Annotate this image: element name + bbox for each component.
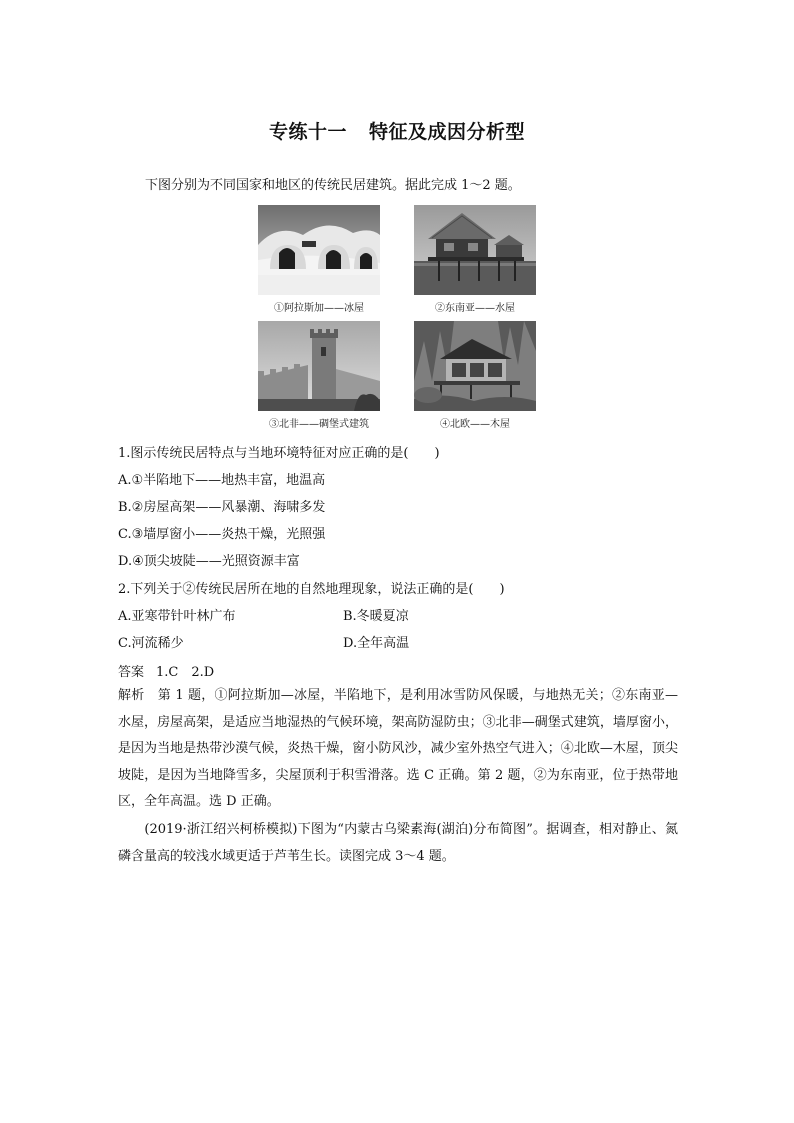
- title-part-2: 特征及成因分析型: [369, 121, 526, 143]
- figure-caption-2: ②东南亚——水屋: [435, 303, 515, 314]
- page-title: [0, 117, 794, 144]
- question-2-option-d: D.全年高温: [343, 636, 410, 651]
- analysis-paragraph: 解析 第 1 题，①阿拉斯加—冰屋，半陷地下，是利用冰雪防风保暖，与地热无关；②东南亚—水屋，房屋高架，是适应当地湿热的气候环境，架高防湿防虫；③北非—碉堡式建筑，墙厚窗小，是因为当地是热带沙漠气候，炎热干燥，窗小防风沙，减少室外热空气进入；④北欧—木屋，顶尖坡陡，是因为当地降雪多，尖屋顶利于积雪滑落。选 C 正确。第 2 题，②为东南亚，位于热带地区，全年高温。选 D 正确。: [118, 688, 678, 809]
- answer-line: [118, 661, 214, 680]
- intro-text: 下图分别为不同国家和地区的传统民居建筑。据此完成 1～2 题。: [145, 178, 521, 193]
- water-house-photo: [414, 205, 536, 295]
- wooden-house-photo: [414, 321, 536, 411]
- figure-caption-3: ③北非——碉堡式建筑: [269, 419, 369, 430]
- wooden-house-illustration: [414, 321, 536, 411]
- igloo-photo: [258, 205, 380, 295]
- question-2-stem: 2.下列关于②传统民居所在地的自然地理现象，说法正确的是( ): [118, 582, 505, 597]
- water-house-illustration: [414, 205, 536, 295]
- figure-caption-4: ④北欧——木屋: [440, 419, 510, 430]
- question-1-option-d: D.④顶尖坡陡——光照资源丰富: [118, 554, 300, 569]
- fortress-photo: [258, 321, 380, 411]
- question-1-stem: 1.图示传统民居特点与当地环境特征对应正确的是( ): [118, 446, 440, 461]
- question-1-option-c: C.③墙厚窗小——炎热干燥，光照强: [118, 527, 326, 542]
- answer-label: 答案: [118, 665, 145, 680]
- figure-caption-1: ①阿拉斯加——冰屋: [274, 303, 364, 314]
- answer-text: 1.C 2.D: [156, 665, 215, 680]
- title-part-1: 专练十一: [268, 121, 347, 143]
- question-2-option-b: B.冬暖夏凉: [343, 609, 409, 624]
- fortress-illustration: [258, 321, 380, 411]
- question-2-option-a: A.亚寒带针叶林广布: [118, 609, 236, 624]
- question-1-option-a: A.①半陷地下——地热丰富，地温高: [118, 473, 326, 488]
- question-1-option-b: B.②房屋高架——风暴潮、海啸多发: [118, 500, 326, 515]
- question-2-option-c: C.河流稀少: [118, 636, 184, 651]
- next-question-intro: (2019·浙江绍兴柯桥模拟)下图为“内蒙古乌梁素海(湖泊)分布简图”。据调查，相对静止、氮磷含量高的较浅水域更适于芦苇生长。读图完成 3～4 题。: [118, 822, 678, 864]
- igloo-illustration: [258, 205, 380, 295]
